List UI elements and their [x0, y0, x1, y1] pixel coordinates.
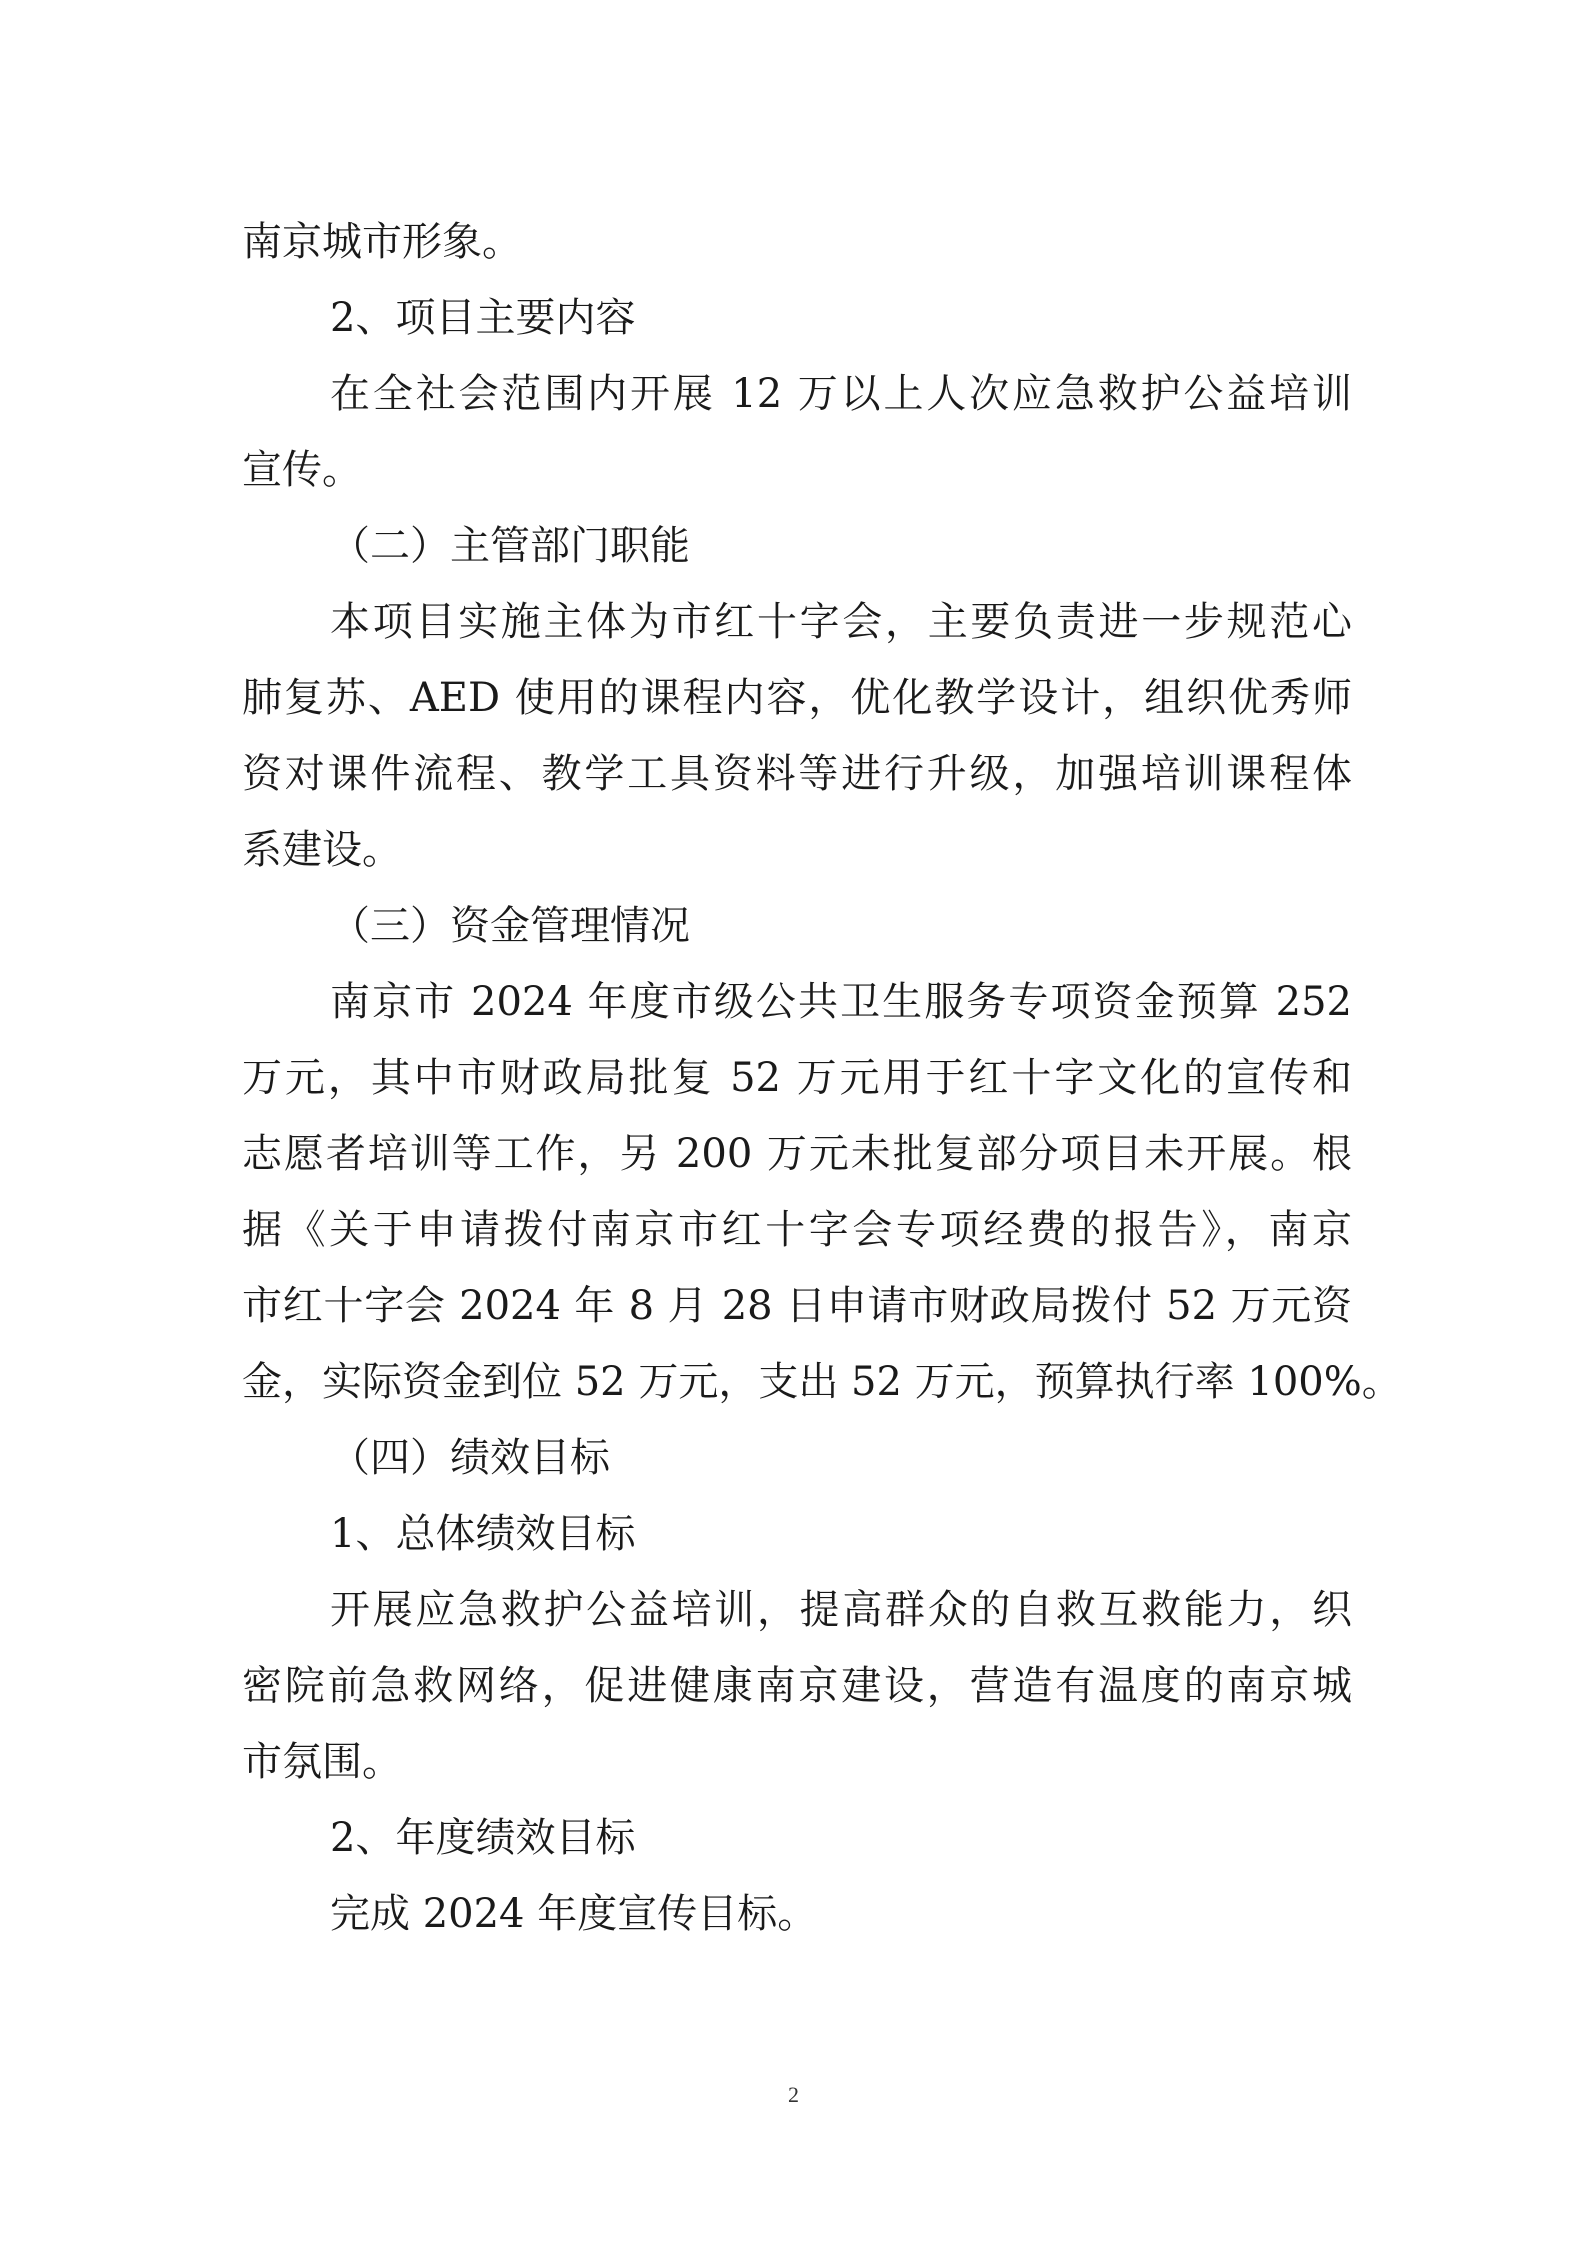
body-text-line: 万元，其中市财政局批复 52 万元用于红十字文化的宣传和	[242, 1055, 1352, 1101]
subheading: 1、总体绩效目标	[330, 1511, 636, 1557]
body-text-line: 本项目实施主体为市红十字会，主要负责进一步规范心	[330, 599, 1352, 645]
body-text-line: 南京城市形象。	[242, 219, 522, 265]
body-text-line: 南京市 2024 年度市级公共卫生服务专项资金预算 252	[330, 979, 1352, 1025]
body-text-line: 密院前急救网络，促进健康南京建设，营造有温度的南京城	[242, 1663, 1352, 1709]
body-text-line: 市氛围。	[242, 1739, 402, 1785]
body-text-line: 系建设。	[242, 827, 402, 873]
body-text-line: 肺复苏、AED 使用的课程内容，优化教学设计，组织优秀师	[242, 675, 1352, 721]
body-text-line: 开展应急救护公益培训，提高群众的自救互救能力，织	[330, 1587, 1352, 1633]
body-text-line: 宣传。	[242, 447, 362, 493]
section-heading: （四）绩效目标	[330, 1435, 610, 1481]
body-text-line: 金，实际资金到位 52 万元，支出 52 万元，预算执行率 100%。	[242, 1359, 1402, 1405]
section-heading: （二）主管部门职能	[330, 523, 690, 569]
page-number: 2	[788, 2082, 799, 2107]
body-text-line: 市红十字会 2024 年 8 月 28 日申请市财政局拨付 52 万元资	[242, 1283, 1352, 1329]
body-text-line: 完成 2024 年度宣传目标。	[330, 1891, 818, 1937]
section-heading: （三）资金管理情况	[330, 903, 690, 949]
body-text-line: 资对课件流程、教学工具资料等进行升级，加强培训课程体	[242, 751, 1352, 797]
subheading: 2、项目主要内容	[330, 295, 636, 341]
body-text-line: 据《关于申请拨付南京市红十字会专项经费的报告》，南京	[242, 1207, 1352, 1253]
body-text-line: 在全社会范围内开展 12 万以上人次应急救护公益培训	[330, 371, 1352, 417]
body-text-line: 志愿者培训等工作，另 200 万元未批复部分项目未开展。根	[242, 1131, 1352, 1177]
subheading: 2、年度绩效目标	[330, 1815, 636, 1861]
